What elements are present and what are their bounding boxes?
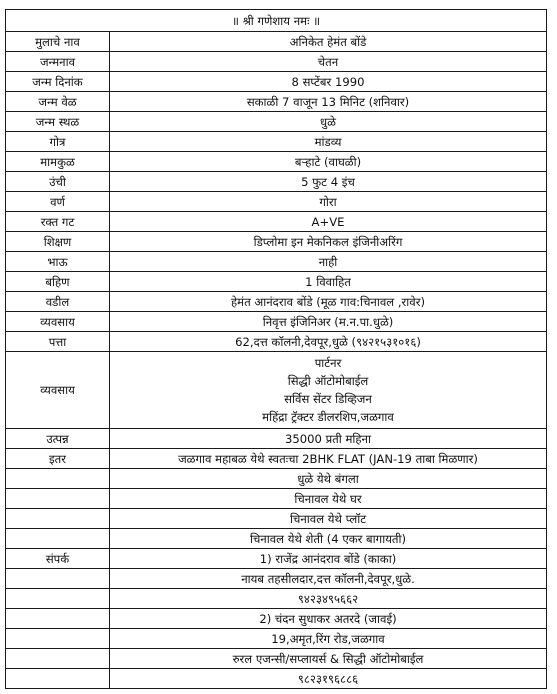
other-row — [6, 449, 547, 469]
contact-row — [6, 629, 547, 649]
contact-row — [6, 669, 547, 689]
table-row — [6, 212, 547, 232]
empty-label-cell — [6, 629, 110, 649]
field-label: मामकुळ — [6, 152, 110, 172]
occupation-line: महिंद्रा ट्रॅक्टर डीलरशिप,जळगाव — [262, 410, 394, 424]
field-value: अनिकेत हेमंत बोंडे — [110, 32, 547, 52]
field-value: हेमंत आनंदराव बोंडे (मूळ गाव:चिनावल ,रावेर) — [110, 292, 547, 312]
field-value: A+VE — [110, 212, 547, 232]
contact-line: 19,अमृत,रिंग रोड,जळगाव — [110, 629, 547, 649]
occupation-line: सर्विस सेंटर डिव्हिजन — [284, 392, 372, 406]
contact-line: 1) राजेंद्र आनंदराव बोंडे (काका) — [110, 549, 547, 569]
table-row — [6, 192, 547, 212]
field-value: निवृत्त इंजिनिअर (म.न.पा.धुळे) — [110, 312, 547, 332]
field-value: 35000 प्रती महिना — [110, 429, 547, 449]
field-label: रक्त गट — [6, 212, 110, 232]
field-value: गोरा — [110, 192, 547, 212]
field-label: जन्म वेळ — [6, 92, 110, 112]
field-label: वडील — [6, 292, 110, 312]
field-label: जन्म स्थळ — [6, 112, 110, 132]
field-value: 62,दत्त कॉलनी,देवपूर,धुळे (९४२१५३१०१६) — [110, 332, 547, 352]
empty-label-cell — [6, 649, 110, 669]
table-row — [6, 312, 547, 332]
other-row — [6, 509, 547, 529]
table-row — [6, 232, 547, 252]
empty-label-cell — [6, 589, 110, 609]
other-row — [6, 469, 547, 489]
field-label: उत्पन्न — [6, 429, 110, 449]
field-label: व्यवसाय — [6, 312, 110, 332]
table-row — [6, 32, 547, 52]
occupation-line: पार्टनर — [314, 356, 342, 370]
table-row — [6, 252, 547, 272]
empty-label-cell — [6, 489, 110, 509]
biodata-table — [5, 9, 547, 689]
field-value: नाही — [110, 252, 547, 272]
contact-line: रुरल एजन्सी/सप्लायर्स & सिद्धी ऑटोमोबाईल — [110, 649, 547, 669]
occupation-details — [110, 352, 547, 429]
table-row — [6, 292, 547, 312]
field-label: संपर्क — [6, 549, 110, 569]
contact-row — [6, 569, 547, 589]
field-value: चेतन — [110, 52, 547, 72]
empty-label-cell — [6, 529, 110, 549]
contact-row — [6, 649, 547, 669]
biodata-sheet — [5, 9, 546, 689]
field-label: उंची — [6, 172, 110, 192]
table-row — [6, 132, 547, 152]
table-row — [6, 92, 547, 112]
empty-label-cell — [6, 509, 110, 529]
field-label: शिक्षण — [6, 232, 110, 252]
contact-line: 2) चंदन सुधाकर अतरदे (जावई) — [110, 609, 547, 629]
field-value: 1 विवाहित — [110, 272, 547, 292]
contact-row — [6, 609, 547, 629]
field-label: जन्म दिनांक — [6, 72, 110, 92]
field-value: बऱ्हाटे (वाघळी) — [110, 152, 547, 172]
occupation-line: सिद्धी ऑटोमोबाईल — [287, 374, 369, 388]
field-label: वर्ण — [6, 192, 110, 212]
field-value: मांडव्य — [110, 132, 547, 152]
field-value: सकाळी 7 वाजून 13 मिनिट (शनिवार) — [110, 92, 547, 112]
field-label: जन्मनाव — [6, 52, 110, 72]
other-line: चिनावल येथे घर — [110, 489, 547, 509]
empty-label-cell — [6, 609, 110, 629]
table-row — [6, 272, 547, 292]
table-row — [6, 72, 547, 92]
field-value: डिप्लोमा इन मेकनिकल इंजिनीअरिंग — [110, 232, 547, 252]
table-row — [6, 152, 547, 172]
other-line: चिनावल येथे शेती (4 एकर बागायती) — [110, 529, 547, 549]
table-row — [6, 332, 547, 352]
table-row — [6, 112, 547, 132]
contact-row — [6, 549, 547, 569]
other-row — [6, 529, 547, 549]
contact-line: ९४२३४९५६६२ — [110, 589, 547, 609]
empty-label-cell — [6, 569, 110, 589]
field-value: धुळे — [110, 112, 547, 132]
field-label: मुलाचे नाव — [6, 32, 110, 52]
occupation-row — [6, 352, 547, 429]
empty-label-cell — [6, 669, 110, 689]
contact-line: ९८२३१९६८८६ — [110, 669, 547, 689]
field-label: गोत्र — [6, 132, 110, 152]
table-row — [6, 52, 547, 72]
table-row — [6, 429, 547, 449]
contact-line: नायब तहसीलदार,दत्त कॉलनी,देवपूर,धुळे. — [110, 569, 547, 589]
contact-row — [6, 589, 547, 609]
other-line: चिनावल येथे प्लॉट — [110, 509, 547, 529]
page-title: ॥ श्री गणेशाय नमः ॥ — [6, 10, 547, 32]
field-label: बहिण — [6, 272, 110, 292]
other-line: धुळे येथे बंगला — [110, 469, 547, 489]
other-row — [6, 489, 547, 509]
field-label: व्यवसाय — [6, 352, 110, 429]
field-value: 8 सप्टेंबर 1990 — [110, 72, 547, 92]
field-label: पत्ता — [6, 332, 110, 352]
empty-label-cell — [6, 469, 110, 489]
field-value: 5 फुट 4 इंच — [110, 172, 547, 192]
table-row — [6, 172, 547, 192]
field-label: इतर — [6, 449, 110, 469]
other-line: जळगाव महाबळ येथे स्वतःचा 2BHK FLAT (JAN-19 ताबा मिळणार) — [110, 449, 547, 469]
field-label: भाऊ — [6, 252, 110, 272]
